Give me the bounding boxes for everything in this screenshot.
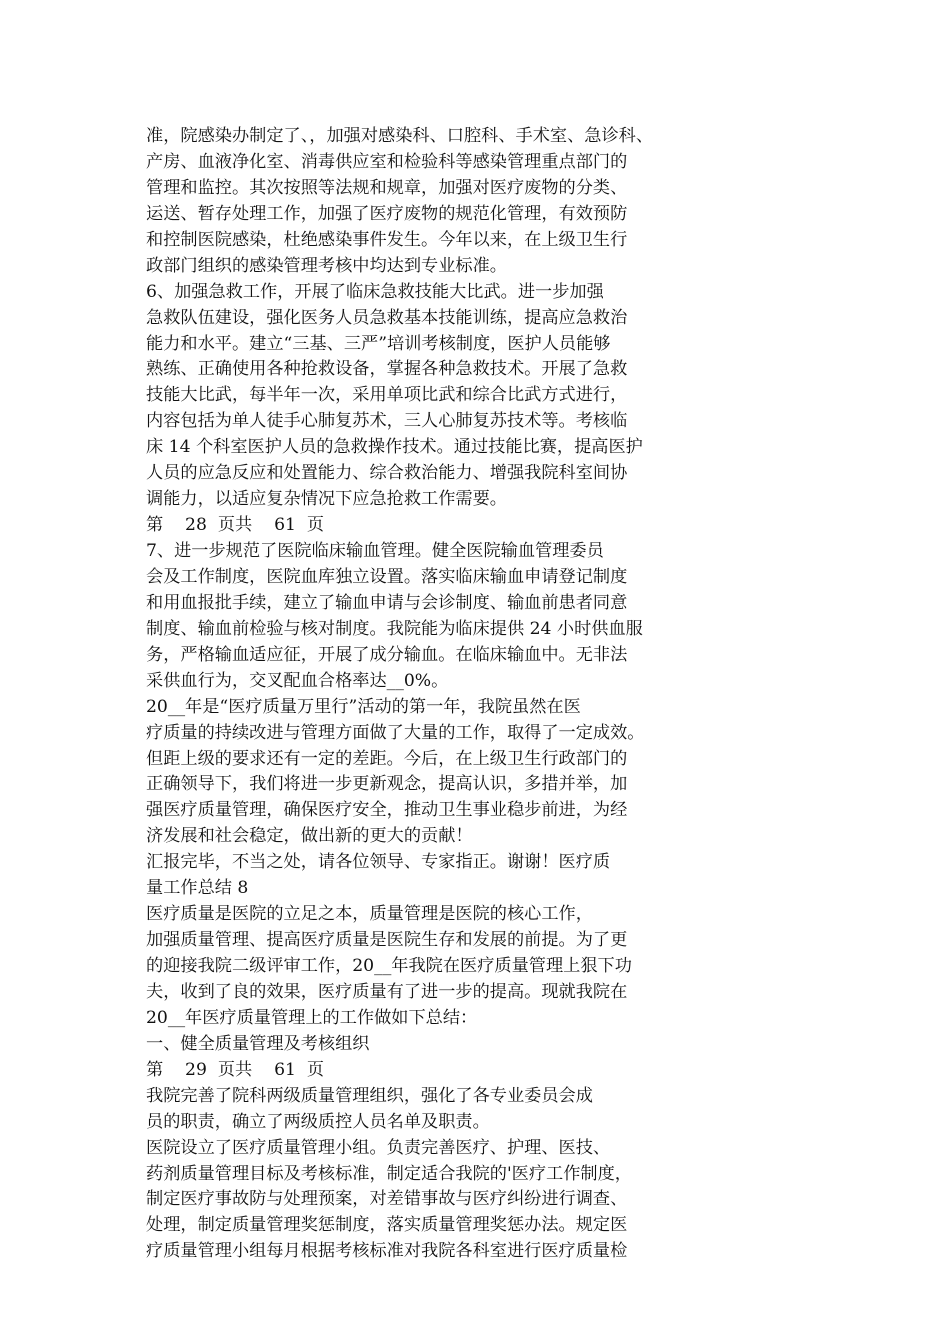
text-line: 调能力，以适应复杂情况下应急抢救工作需要。 bbox=[146, 489, 507, 510]
text-line: 20__年医疗质量管理上的工作做如下总结： bbox=[146, 1007, 478, 1028]
text-line: 药剂质量管理目标及考核标准，制定适合我院的'医疗工作制度， bbox=[146, 1163, 632, 1184]
text-line: 20__年是“医疗质量万里行”活动的第一年，我院虽然在医 bbox=[146, 696, 581, 717]
page-number: 第 28 页共 61 页 bbox=[146, 515, 325, 536]
text-line: 夫，收到了良的效果，医疗质量有了进一步的提高。现就我院在 bbox=[146, 981, 628, 1002]
text-line: 熟练、正确使用各种抢救设备，掌握各种急救技术。开展了急救 bbox=[146, 359, 628, 380]
text-line: 制定医疗事故防与处理预案，对差错事故与医疗纠纷进行调查、 bbox=[146, 1189, 628, 1210]
text-line: 制度、输血前检验与核对制度。我院能为临床提供 24 小时供血服 bbox=[146, 618, 643, 639]
text-line: 能力和水平。建立“三基、三严”培训考核制度，医护人员能够 bbox=[146, 333, 611, 354]
text-line: 疗质量管理小组每月根据考核标准对我院各科室进行医疗质量检 bbox=[146, 1241, 628, 1262]
text-line: 管理和监控。其次按照等法规和规章，加强对医疗废物的分类、 bbox=[146, 177, 628, 198]
text-line: 内容包括为单人徒手心肺复苏术，三人心肺复苏技术等。考核临 bbox=[146, 411, 628, 432]
text-line: 准，院感染办制定了、，加强对感染科、口腔科、手术室、急诊科、 bbox=[146, 126, 654, 146]
text-line: 的迎接我院二级评审工作，20__年我院在医疗质量管理上狠下功 bbox=[146, 956, 632, 976]
text-line: 床 14 个科室医护人员的急救操作技术。通过技能比赛，提高医护 bbox=[146, 437, 643, 458]
text-line: 和用血报批手续，建立了输血申请与会诊制度、输血前患者同意 bbox=[146, 592, 628, 613]
text-line: 医院设立了医疗质量管理小组。负责完善医疗、护理、医技、 bbox=[146, 1137, 611, 1158]
text-line: 采供血行为，交叉配血合格率达__0%。 bbox=[146, 670, 449, 691]
text-line: 我院完善了院科两级质量管理组织，强化了各专业委员会成 bbox=[146, 1085, 593, 1106]
text-line: 产房、血液净化室、消毒供应室和检验科等感染管理重点部门的 bbox=[146, 151, 628, 172]
text-line: 会及工作制度，医院血库独立设置。落实临床输血申请登记制度 bbox=[146, 566, 628, 587]
text-line: 技能大比武，每半年一次，采用单项比武和综合比武方式进行， bbox=[146, 385, 628, 406]
section-heading: 一、健全质量管理及考核组织 bbox=[146, 1033, 370, 1054]
text-line: 和控制医院感染，杜绝感染事件发生。今年以来，在上级卫生行 bbox=[146, 229, 628, 250]
page-number: 第 29 页共 61 页 bbox=[146, 1059, 325, 1080]
text-line: 政部门组织的感染管理考核中均达到专业标准。 bbox=[146, 255, 507, 276]
section-heading: 6、加强急救工作，开展了临床急救技能大比武。进一步加强 bbox=[146, 281, 604, 302]
text-line: 务，严格输血适应征，开展了成分输血。在临床输血中。无非法 bbox=[146, 644, 628, 665]
text-line: 汇报完毕，不当之处，请各位领导、专家指正。谢谢！医疗质 bbox=[146, 852, 611, 873]
text-line: 急救队伍建设，强化医务人员急救基本技能训练，提高应急救治 bbox=[146, 307, 628, 328]
text-line: 加强质量管理、提高医疗质量是医院生存和发展的前提。为了更 bbox=[146, 930, 628, 951]
text-line: 人员的应急反应和处置能力、综合救治能力、增强我院科室间协 bbox=[146, 463, 628, 484]
text-line: 正确领导下，我们将进一步更新观念，提高认识，多措并举，加 bbox=[146, 774, 628, 795]
text-line: 员的职责，确立了两级质控人员名单及职责。 bbox=[146, 1111, 490, 1132]
text-line: 强医疗质量管理，确保医疗安全，推动卫生事业稳步前进，为经 bbox=[146, 800, 628, 821]
text-line: 但距上级的要求还有一定的差距。今后，在上级卫生行政部门的 bbox=[146, 748, 628, 769]
text-line: 济发展和社会稳定，做出新的更大的贡献！ bbox=[146, 826, 473, 847]
document-title: 量工作总结 8 bbox=[146, 878, 249, 899]
text-line: 运送、暂存处理工作，加强了医疗废物的规范化管理，有效预防 bbox=[146, 203, 628, 224]
section-heading: 7、进一步规范了医院临床输血管理。健全医院输血管理委员 bbox=[146, 541, 604, 561]
text-line: 医疗质量是医院的立足之本，质量管理是医院的核心工作， bbox=[146, 904, 593, 925]
text-line: 疗质量的持续改进与管理方面做了大量的工作，取得了一定成效。 bbox=[146, 722, 645, 743]
document-body bbox=[146, 124, 846, 1265]
text-line: 处理，制定质量管理奖惩制度，落实质量管理奖惩办法。规定医 bbox=[146, 1215, 628, 1236]
